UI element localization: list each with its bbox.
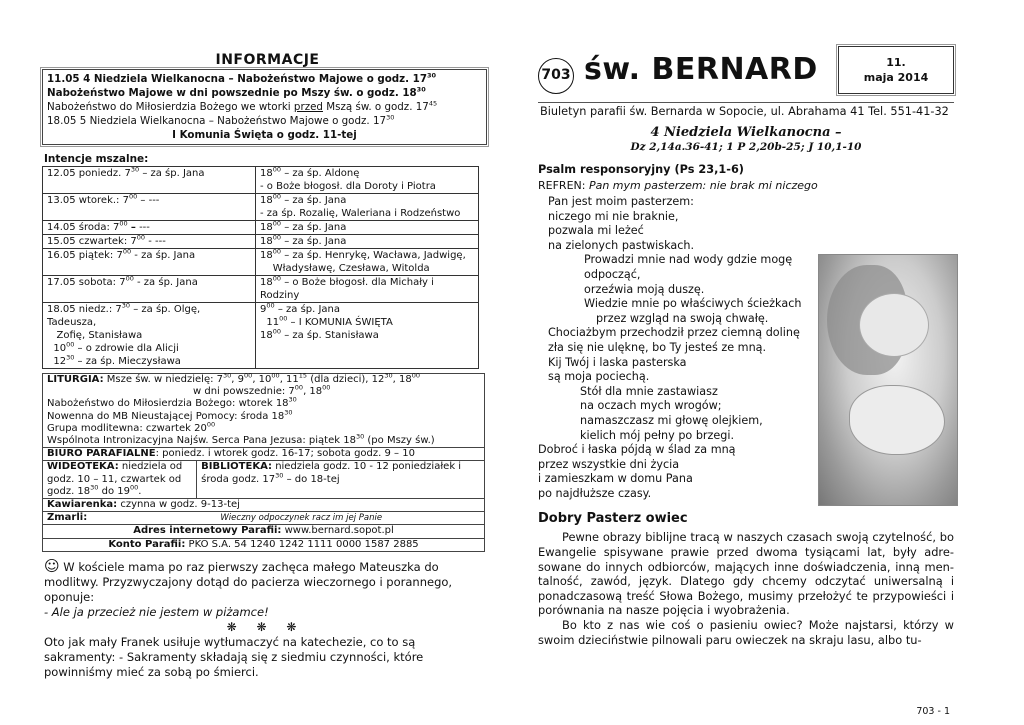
konto-line: Konto Parafii: PKO S.A. 54 1240 1242 1111 0000 1587 2885: [43, 538, 484, 551]
smiley-icon: ☺: [44, 556, 60, 575]
biuro-line: BIURO PARAFIALNE: poniedz. i wtorek godz. 16-17; sobota godz. 9 – 10: [43, 447, 484, 460]
masthead-rule: [538, 102, 954, 103]
liturgia-line: Grupa modlitewna: czwartek $20^{00}$: [47, 420, 216, 434]
psalm-line: Stół dla mnie zastawiasz: [580, 384, 718, 398]
intencja-row: 14.05 środa: $7^{00}$ – --- $18^{00}$ – za śp. Jana: [43, 221, 479, 235]
joke-text-1: W kościele mama po raz pierwszy zachęca małego Mateuszka do modlitwy. Przyzwyczajony dotąd do pacierza wieczornego i porannego, oponuje:: [44, 559, 453, 604]
intencja-row: 12.05 poniedz. $7^{30}$ – za śp. Jana $18^{00}$ – za śp. Aldonę - o Boże błogosł. dla Doroty i Piotra: [43, 167, 479, 194]
joke-text-2: Oto jak mały Franek usiłuje wytłumaczyć na katechezie, co to są sakramenty: - Sakramenty składają się z siedmiu czynności, które powinniśmy mieć za sobą po śmierci.: [44, 634, 424, 679]
psalm-line: przez wzgląd na swoją chwałę.: [596, 311, 769, 325]
info-line: 18.05 5 Niedziela Wielkanocna – Nabożeństwo Majowe o godz. $17^{30}$: [47, 113, 395, 127]
intencja-row: 18.05 niedz.: $7^{30}$ – za śp. Olgę, Tadeusza, Zofię, Stanisława $10^{00}$ – o zdrowie dla Alicji $12^{30}$ – za śp. Mieczysława $9^{00}$ – za śp. Jana $11^{00}$ – I KOMUNIA ŚWIĘTA $18^{00}$ – za śp. Stanisława: [43, 303, 479, 369]
readings: Dz 2,14a.36-41; 1 P 2,20b-25; J 10,1-10: [630, 141, 862, 153]
liturgia-line: LITURGIA: Msze św. w niedzielę: $7^{30}$, $9^{00}$, $10^{00}$, $11^{15}$ (dla dzieci), $12^{30}$, $18^{00}$: [47, 371, 421, 385]
psalm-line: namaszczasz mi głowę olejkiem,: [580, 413, 763, 427]
info-line: Nabożeństwo do Miłosierdzia Bożego we wtorki przed Mszą św. o godz. $17^{45}$: [47, 99, 438, 113]
stars-divider: ❋ ❋ ❋: [226, 619, 305, 634]
shepherd-lamb-image: [818, 254, 958, 506]
zmarli-line: [43, 511, 484, 524]
intencja-row: 15.05 czwartek: $7^{00}$ - --- $18^{00}$ – za śp. Jana: [43, 235, 479, 249]
psalm-title: Psalm responsoryjny (Ps 23,1-6): [538, 163, 744, 176]
psalm-line: zła się nie ulęknę, bo Ty jesteś ze mną.: [548, 340, 767, 354]
page-number: 703 - 1: [916, 706, 950, 717]
intencja-row: 17.05 sobota: $7^{00}$ - za śp. Jana $18^{00}$ – o Boże błogosł. dla Michały i Rodziny: [43, 276, 479, 303]
sunday-title: 4 Niedziela Wielkanocna –: [650, 125, 842, 140]
psalm-line: na zielonych pastwiskach.: [548, 238, 695, 252]
psalm-line: i zamieszkam w domu Pana: [538, 472, 693, 486]
info-line: I Komunia Święta o godz. 11-tej: [172, 129, 357, 141]
psalm-line: Kij Twój i laska pasterska: [548, 355, 687, 369]
date-box: [838, 46, 954, 94]
intencja-row: 16.05 piątek: $7^{00}$ - za śp. Jana $18^{00}$ – za śp. Henrykę, Wacława, Jadwigę, Władysławę, Czesława, Witolda: [43, 249, 479, 276]
masthead: [538, 44, 954, 100]
zmarli-label: Zmarli:: [47, 512, 88, 524]
info-line: 11.05 4 Niedziela Wielkanocna – Nabożeństwo Majowe o godz. $17^{30}$: [47, 71, 437, 85]
wideoteka: WIDEOTEKA: niedziela od godz. 10 – 11, czwartek od godz. $18^{30}$ do $19^{00}$.: [43, 461, 197, 498]
psalm-line: Pan jest moim pasterzem:: [548, 195, 694, 208]
psalm-line: na oczach mych wrogów;: [580, 399, 722, 413]
psalm-line: odpocząć,: [584, 267, 641, 281]
psalm-line: Chociażbym przechodził przez ciemną dolinę: [548, 326, 800, 340]
zmarli-text: Wieczny odpoczynek racz im jej Panie: [220, 513, 383, 524]
psalm-line: Dobroć i łaska pójdą w ślad za mną: [538, 443, 736, 457]
liturgia-line: Wspólnota Intronizacyjna Najśw. Serca Pana Jezusa: piątek $18^{30}$ (po Mszy św.): [47, 432, 435, 447]
left-column: [40, 52, 487, 680]
liturgia-line: Nowenna do MB Nieustającej Pomocy: środa $18^{30}$: [47, 408, 293, 422]
psalm-line: niczego mi nie braknie,: [548, 209, 679, 223]
bulletin-subtitle: Biuletyn parafii św. Bernarda w Sopocie, ul. Abrahama 41 Tel. 551-41-32: [540, 105, 949, 118]
article-paragraph: Pewne obrazy biblijne tracą w naszych czasach swoją czytelność, bo Ewangelie spisywane prawie przed dwoma tysiącami lat, były adresowane do innych odbiorców, mających inne doświadczenia, inną mentalność, zawód, język. Dlatego gdy chcemy odczytać uniwersalną i ponadczasową treść Słowa Bożego, musimy przełożyć te przypowieści i porównania na nasze pojęcia i wyobrażenia.: [538, 530, 954, 618]
info-line: Nabożeństwo Majowe w dni powszednie po Mszy św. o godz. $18^{30}$: [47, 85, 426, 99]
right-column: [538, 44, 954, 717]
psalm-line: Wiedzie mnie po właściwych ścieżkach: [584, 297, 802, 311]
date-number: 11.: [886, 56, 906, 69]
joke-punchline: - Ale ja przecież nie jestem w piżamce!: [44, 604, 269, 619]
issue-number: 703: [538, 58, 574, 94]
refren-text: Pan mym pasterzem: nie brak mi niczego: [588, 179, 818, 192]
liturgia-line: w dni powszednie: $7^{00}$, $18^{00}$: [193, 383, 331, 398]
intencje-heading: Intencje mszalne:: [44, 153, 149, 165]
psalm-line: kielich mój pełny po brzegi.: [580, 428, 735, 442]
liturgia-box: [42, 373, 485, 552]
liturgia-line: Nabożeństwo do Miłosierdzia Bożego: wtorek $18^{30}$: [47, 396, 297, 410]
intencje-table: [42, 166, 479, 369]
psalm-line: orzeźwia moją duszę.: [584, 282, 705, 296]
bulletin-title: św. BERNARD: [584, 52, 818, 87]
psalm-line: są moja pociechą.: [548, 370, 650, 384]
date-text: maja 2014: [863, 71, 929, 84]
psalm-line: przez wszystkie dni życia: [538, 457, 680, 471]
informacje-heading: INFORMACJE: [215, 52, 320, 68]
intencja-row: 13.05 wtorek.: $7^{00}$ – --- $18^{00}$ – za śp. Jana - za śp. Rozalię, Waleriana i Rodzeństwo: [43, 194, 479, 221]
wideoteka-biblioteka: [43, 460, 484, 498]
informacje-box: [42, 69, 487, 145]
kawiarenka-line: Kawiarenka: czynna w godz. 9-13-tej: [43, 498, 484, 511]
adres-line: Adres internetowy Parafii: www.bernard.sopot.pl: [43, 524, 484, 537]
refren-label: REFREN:: [538, 179, 589, 192]
psalm-line: pozwala mi leżeć: [548, 224, 644, 238]
psalm-line: Prowadzi mnie nad wody gdzie mogę: [584, 253, 793, 267]
article-title: Dobry Pasterz owiec: [538, 511, 688, 527]
article-body: [538, 530, 954, 647]
psalm-line: po najdłuższe czasy.: [538, 486, 652, 500]
biblioteka: BIBLIOTEKA: niedziela godz. 10 - 12 poniedziałek i środa godz. $17^{30}$ – do 18-tej: [201, 461, 462, 485]
joke-section: [44, 556, 487, 680]
refren: [538, 179, 954, 192]
article-paragraph: Bo kto z nas wie coś o pasieniu owiec? Może najstarsi, którzy w swoim dzieciństwie pilnowali paru owieczek na skraju lasu, albo tu-: [538, 618, 954, 647]
